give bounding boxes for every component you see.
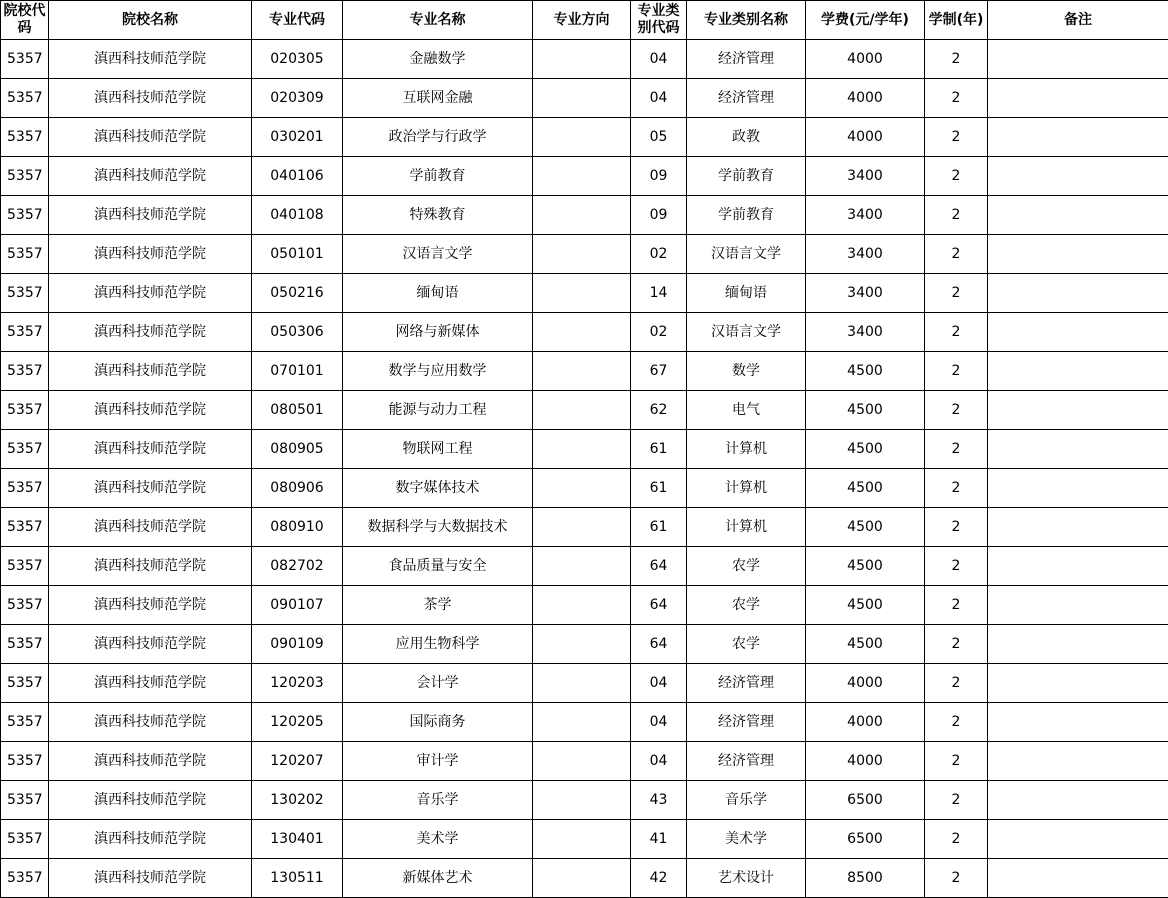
cell-remarks: [988, 391, 1168, 430]
cell-major-code: 082702: [252, 547, 343, 586]
header-major-code: 专业代码: [252, 1, 343, 40]
table-row: [1, 742, 1168, 781]
cell-major-direction: [533, 781, 631, 820]
cell-major-direction: [533, 40, 631, 79]
table-row: [1, 820, 1168, 859]
cell-category-name: 音乐学: [687, 781, 806, 820]
cell-major-direction: [533, 352, 631, 391]
cell-remarks: [988, 274, 1168, 313]
table-row: [1, 703, 1168, 742]
cell-duration: 2: [925, 391, 988, 430]
table-row: [1, 586, 1168, 625]
cell-major-direction: [533, 703, 631, 742]
cell-category-name: 农学: [687, 625, 806, 664]
cell-remarks: [988, 196, 1168, 235]
cell-school-code: 5357: [1, 235, 49, 274]
cell-major-code: 130401: [252, 820, 343, 859]
cell-category-name: 缅甸语: [687, 274, 806, 313]
cell-major-name: 数字媒体技术: [343, 469, 533, 508]
cell-remarks: [988, 235, 1168, 274]
cell-major-name: 缅甸语: [343, 274, 533, 313]
cell-category-name: 汉语言文学: [687, 235, 806, 274]
cell-tuition: 8500: [806, 859, 925, 898]
cell-category-name: 数学: [687, 352, 806, 391]
cell-major-direction: [533, 313, 631, 352]
cell-school-name: 滇西科技师范学院: [49, 235, 252, 274]
cell-duration: 2: [925, 274, 988, 313]
cell-category-name: 经济管理: [687, 664, 806, 703]
cell-major-direction: [533, 196, 631, 235]
cell-duration: 2: [925, 313, 988, 352]
cell-tuition: 3400: [806, 157, 925, 196]
cell-tuition: 4500: [806, 469, 925, 508]
cell-tuition: 4000: [806, 40, 925, 79]
cell-major-direction: [533, 547, 631, 586]
cell-remarks: [988, 157, 1168, 196]
cell-major-name: 新媒体艺术: [343, 859, 533, 898]
cell-major-code: 050216: [252, 274, 343, 313]
cell-tuition: 4000: [806, 664, 925, 703]
cell-tuition: 3400: [806, 274, 925, 313]
cell-tuition: 4500: [806, 430, 925, 469]
cell-major-direction: [533, 625, 631, 664]
cell-school-code: 5357: [1, 664, 49, 703]
cell-tuition: 6500: [806, 820, 925, 859]
cell-tuition: 4000: [806, 703, 925, 742]
cell-school-code: 5357: [1, 118, 49, 157]
table-row: [1, 781, 1168, 820]
cell-major-code: 080501: [252, 391, 343, 430]
cell-major-direction: [533, 391, 631, 430]
cell-school-code: 5357: [1, 313, 49, 352]
table-row: [1, 508, 1168, 547]
cell-duration: 2: [925, 820, 988, 859]
cell-category-code: 67: [631, 352, 687, 391]
cell-major-code: 120207: [252, 742, 343, 781]
cell-school-name: 滇西科技师范学院: [49, 196, 252, 235]
header-tuition: 学费(元/学年): [806, 1, 925, 40]
cell-major-code: 030201: [252, 118, 343, 157]
cell-duration: 2: [925, 508, 988, 547]
header-duration: 学制(年): [925, 1, 988, 40]
cell-duration: 2: [925, 196, 988, 235]
cell-school-name: 滇西科技师范学院: [49, 352, 252, 391]
cell-duration: 2: [925, 859, 988, 898]
cell-category-code: 04: [631, 79, 687, 118]
cell-category-name: 农学: [687, 586, 806, 625]
cell-category-code: 09: [631, 157, 687, 196]
cell-major-code: 070101: [252, 352, 343, 391]
cell-duration: 2: [925, 430, 988, 469]
cell-major-code: 090107: [252, 586, 343, 625]
cell-duration: 2: [925, 664, 988, 703]
cell-school-name: 滇西科技师范学院: [49, 664, 252, 703]
cell-major-direction: [533, 508, 631, 547]
cell-duration: 2: [925, 79, 988, 118]
cell-major-name: 食品质量与安全: [343, 547, 533, 586]
table-row: [1, 313, 1168, 352]
cell-school-name: 滇西科技师范学院: [49, 547, 252, 586]
cell-school-name: 滇西科技师范学院: [49, 313, 252, 352]
table-row: [1, 118, 1168, 157]
cell-major-direction: [533, 859, 631, 898]
cell-major-name: 能源与动力工程: [343, 391, 533, 430]
cell-remarks: [988, 40, 1168, 79]
cell-school-name: 滇西科技师范学院: [49, 820, 252, 859]
cell-remarks: [988, 430, 1168, 469]
cell-tuition: 4500: [806, 391, 925, 430]
cell-duration: 2: [925, 703, 988, 742]
table-row: [1, 547, 1168, 586]
cell-major-name: 应用生物科学: [343, 625, 533, 664]
cell-school-name: 滇西科技师范学院: [49, 469, 252, 508]
cell-major-code: 050306: [252, 313, 343, 352]
cell-major-name: 网络与新媒体: [343, 313, 533, 352]
header-school-code: 院校代码: [1, 1, 49, 40]
cell-category-code: 64: [631, 625, 687, 664]
cell-remarks: [988, 118, 1168, 157]
cell-tuition: 4500: [806, 508, 925, 547]
cell-major-code: 040106: [252, 157, 343, 196]
cell-school-code: 5357: [1, 703, 49, 742]
cell-school-name: 滇西科技师范学院: [49, 859, 252, 898]
cell-category-code: 61: [631, 508, 687, 547]
cell-school-name: 滇西科技师范学院: [49, 586, 252, 625]
cell-major-name: 审计学: [343, 742, 533, 781]
cell-major-code: 020309: [252, 79, 343, 118]
cell-category-code: 04: [631, 40, 687, 79]
cell-duration: 2: [925, 40, 988, 79]
cell-school-code: 5357: [1, 586, 49, 625]
cell-category-code: 14: [631, 274, 687, 313]
cell-major-name: 学前教育: [343, 157, 533, 196]
cell-category-code: 42: [631, 859, 687, 898]
cell-remarks: [988, 352, 1168, 391]
cell-school-code: 5357: [1, 391, 49, 430]
cell-tuition: 4000: [806, 79, 925, 118]
table-row: [1, 664, 1168, 703]
cell-tuition: 4500: [806, 352, 925, 391]
table-row: [1, 430, 1168, 469]
cell-category-code: 02: [631, 313, 687, 352]
cell-major-code: 080905: [252, 430, 343, 469]
cell-major-direction: [533, 586, 631, 625]
cell-major-code: 020305: [252, 40, 343, 79]
table-row: [1, 235, 1168, 274]
cell-remarks: [988, 859, 1168, 898]
cell-category-code: 04: [631, 664, 687, 703]
table-row: [1, 469, 1168, 508]
cell-school-name: 滇西科技师范学院: [49, 742, 252, 781]
cell-category-name: 经济管理: [687, 79, 806, 118]
header-category-name: 专业类别名称: [687, 1, 806, 40]
cell-tuition: 4000: [806, 118, 925, 157]
cell-category-name: 艺术设计: [687, 859, 806, 898]
header-major-direction: 专业方向: [533, 1, 631, 40]
cell-duration: 2: [925, 352, 988, 391]
cell-category-name: 政教: [687, 118, 806, 157]
cell-category-code: 05: [631, 118, 687, 157]
cell-remarks: [988, 508, 1168, 547]
cell-category-code: 04: [631, 742, 687, 781]
cell-major-direction: [533, 469, 631, 508]
cell-category-code: 02: [631, 235, 687, 274]
cell-category-name: 经济管理: [687, 703, 806, 742]
cell-category-name: 学前教育: [687, 157, 806, 196]
cell-remarks: [988, 742, 1168, 781]
cell-school-name: 滇西科技师范学院: [49, 508, 252, 547]
cell-remarks: [988, 781, 1168, 820]
cell-remarks: [988, 469, 1168, 508]
cell-tuition: 3400: [806, 196, 925, 235]
header-row: [1, 1, 1168, 40]
cell-category-code: 62: [631, 391, 687, 430]
cell-remarks: [988, 79, 1168, 118]
cell-tuition: 4500: [806, 586, 925, 625]
cell-school-name: 滇西科技师范学院: [49, 79, 252, 118]
cell-major-direction: [533, 820, 631, 859]
cell-major-code: 050101: [252, 235, 343, 274]
cell-tuition: 3400: [806, 235, 925, 274]
cell-major-code: 130202: [252, 781, 343, 820]
cell-remarks: [988, 547, 1168, 586]
cell-major-direction: [533, 118, 631, 157]
table-row: [1, 274, 1168, 313]
table-row: [1, 625, 1168, 664]
cell-school-name: 滇西科技师范学院: [49, 703, 252, 742]
cell-school-code: 5357: [1, 508, 49, 547]
table-row: [1, 859, 1168, 898]
header-remarks: 备注: [988, 1, 1168, 40]
table-row: [1, 40, 1168, 79]
cell-major-code: 080910: [252, 508, 343, 547]
table-row: [1, 352, 1168, 391]
cell-school-name: 滇西科技师范学院: [49, 274, 252, 313]
cell-school-code: 5357: [1, 859, 49, 898]
cell-major-name: 国际商务: [343, 703, 533, 742]
cell-school-code: 5357: [1, 274, 49, 313]
cell-duration: 2: [925, 781, 988, 820]
cell-school-name: 滇西科技师范学院: [49, 40, 252, 79]
cell-major-direction: [533, 430, 631, 469]
cell-category-name: 汉语言文学: [687, 313, 806, 352]
cell-category-name: 计算机: [687, 430, 806, 469]
cell-category-name: 学前教育: [687, 196, 806, 235]
cell-duration: 2: [925, 547, 988, 586]
cell-school-name: 滇西科技师范学院: [49, 625, 252, 664]
cell-major-direction: [533, 274, 631, 313]
cell-tuition: 4500: [806, 547, 925, 586]
cell-school-name: 滇西科技师范学院: [49, 430, 252, 469]
cell-school-code: 5357: [1, 469, 49, 508]
cell-duration: 2: [925, 118, 988, 157]
cell-tuition: 4000: [806, 742, 925, 781]
cell-major-name: 互联网金融: [343, 79, 533, 118]
cell-duration: 2: [925, 157, 988, 196]
cell-duration: 2: [925, 235, 988, 274]
cell-school-code: 5357: [1, 742, 49, 781]
cell-category-code: 43: [631, 781, 687, 820]
cell-duration: 2: [925, 625, 988, 664]
cell-major-direction: [533, 79, 631, 118]
cell-category-code: 61: [631, 430, 687, 469]
cell-duration: 2: [925, 586, 988, 625]
cell-category-code: 04: [631, 703, 687, 742]
header-major-name: 专业名称: [343, 1, 533, 40]
cell-category-name: 经济管理: [687, 40, 806, 79]
cell-remarks: [988, 703, 1168, 742]
cell-major-name: 物联网工程: [343, 430, 533, 469]
table-row: [1, 196, 1168, 235]
header-category-code: 专业类别代码: [631, 1, 687, 40]
cell-major-direction: [533, 742, 631, 781]
cell-category-code: 41: [631, 820, 687, 859]
cell-major-direction: [533, 235, 631, 274]
cell-category-code: 61: [631, 469, 687, 508]
cell-major-name: 金融数学: [343, 40, 533, 79]
cell-major-name: 特殊教育: [343, 196, 533, 235]
cell-duration: 2: [925, 742, 988, 781]
cell-major-name: 会计学: [343, 664, 533, 703]
table-row: [1, 157, 1168, 196]
cell-category-name: 计算机: [687, 508, 806, 547]
cell-remarks: [988, 664, 1168, 703]
cell-school-code: 5357: [1, 430, 49, 469]
cell-tuition: 3400: [806, 313, 925, 352]
cell-major-name: 音乐学: [343, 781, 533, 820]
table-body: [1, 40, 1168, 898]
cell-major-name: 美术学: [343, 820, 533, 859]
table-row: [1, 391, 1168, 430]
cell-school-name: 滇西科技师范学院: [49, 118, 252, 157]
cell-major-name: 数据科学与大数据技术: [343, 508, 533, 547]
cell-category-name: 美术学: [687, 820, 806, 859]
cell-category-name: 电气: [687, 391, 806, 430]
cell-school-code: 5357: [1, 196, 49, 235]
cell-major-name: 数学与应用数学: [343, 352, 533, 391]
cell-category-code: 09: [631, 196, 687, 235]
cell-school-code: 5357: [1, 625, 49, 664]
cell-school-code: 5357: [1, 40, 49, 79]
cell-major-name: 政治学与行政学: [343, 118, 533, 157]
cell-major-direction: [533, 157, 631, 196]
cell-remarks: [988, 820, 1168, 859]
cell-tuition: 4500: [806, 625, 925, 664]
cell-major-code: 080906: [252, 469, 343, 508]
cell-major-code: 090109: [252, 625, 343, 664]
cell-major-code: 120205: [252, 703, 343, 742]
cell-tuition: 6500: [806, 781, 925, 820]
cell-school-name: 滇西科技师范学院: [49, 157, 252, 196]
cell-category-name: 经济管理: [687, 742, 806, 781]
cell-category-code: 64: [631, 586, 687, 625]
cell-school-code: 5357: [1, 781, 49, 820]
cell-remarks: [988, 625, 1168, 664]
cell-major-direction: [533, 664, 631, 703]
cell-remarks: [988, 586, 1168, 625]
cell-school-name: 滇西科技师范学院: [49, 781, 252, 820]
cell-remarks: [988, 313, 1168, 352]
cell-major-name: 茶学: [343, 586, 533, 625]
cell-school-code: 5357: [1, 820, 49, 859]
header-school-name: 院校名称: [49, 1, 252, 40]
cell-school-code: 5357: [1, 79, 49, 118]
cell-category-name: 计算机: [687, 469, 806, 508]
cell-category-code: 64: [631, 547, 687, 586]
cell-major-code: 040108: [252, 196, 343, 235]
cell-category-name: 农学: [687, 547, 806, 586]
cell-school-code: 5357: [1, 352, 49, 391]
cell-major-name: 汉语言文学: [343, 235, 533, 274]
cell-major-code: 120203: [252, 664, 343, 703]
table-row: [1, 79, 1168, 118]
cell-school-name: 滇西科技师范学院: [49, 391, 252, 430]
cell-school-code: 5357: [1, 547, 49, 586]
cell-major-code: 130511: [252, 859, 343, 898]
cell-duration: 2: [925, 469, 988, 508]
cell-school-code: 5357: [1, 157, 49, 196]
